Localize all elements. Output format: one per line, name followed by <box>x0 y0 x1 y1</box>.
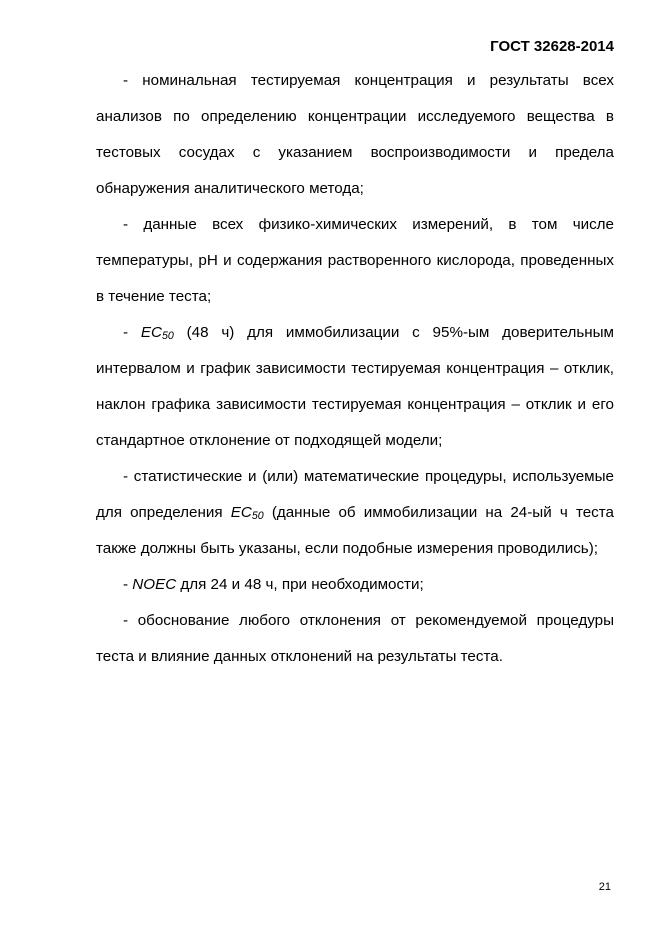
term-name: EC <box>230 504 252 521</box>
term-name: EC <box>140 324 162 341</box>
term-ec50 <box>231 504 264 521</box>
term-subscript: 50 <box>251 510 264 523</box>
list-item <box>96 459 614 567</box>
term-noec: NOEC <box>132 576 177 593</box>
list-item <box>96 315 614 459</box>
page-number: 21 <box>598 881 611 893</box>
item-text: для 24 и 48 ч, при необходимости; <box>176 576 424 593</box>
item-dash: - <box>123 576 133 593</box>
list-item <box>96 567 614 603</box>
item-text: - статистические и (или) математические процедуры, используемые для определения <box>96 468 614 521</box>
item-text: - обоснование любого отклонения от рекомендуемой процедуры теста и влияние данных отклонений на результаты теста. <box>96 612 614 665</box>
list-item <box>96 63 614 207</box>
list-item <box>96 207 614 315</box>
list-item <box>96 603 614 675</box>
term-ec50 <box>141 324 174 341</box>
item-dash: - <box>123 324 141 341</box>
item-text: - данные всех физико-химических измерений, в том числе температуры, pH и содержания растворенного кислорода, проведенных в течение теста; <box>96 216 614 305</box>
item-text: (48 ч) для иммобилизации с 95%-ым доверительным интервалом и график зависимости тестируемая концентрация – отклик, наклон графика зависимости тестируемая концентрация – отклик и его стандартное отклонение от подходящей модели; <box>96 324 614 449</box>
document-code: ГОСТ 32628-2014 <box>490 38 614 55</box>
item-text: - номинальная тестируемая концентрация и результаты всех анализов по определению концентрации исследуемого вещества в тестовых сосудах с указанием воспроизводимости и предела обнаружения аналитического метода; <box>96 72 614 197</box>
document-body <box>96 63 614 675</box>
item-text: (данные об иммобилизации на 24-ый ч теста также должны быть указаны, если подобные измерения проводились); <box>96 504 614 557</box>
term-subscript: 50 <box>161 330 174 343</box>
